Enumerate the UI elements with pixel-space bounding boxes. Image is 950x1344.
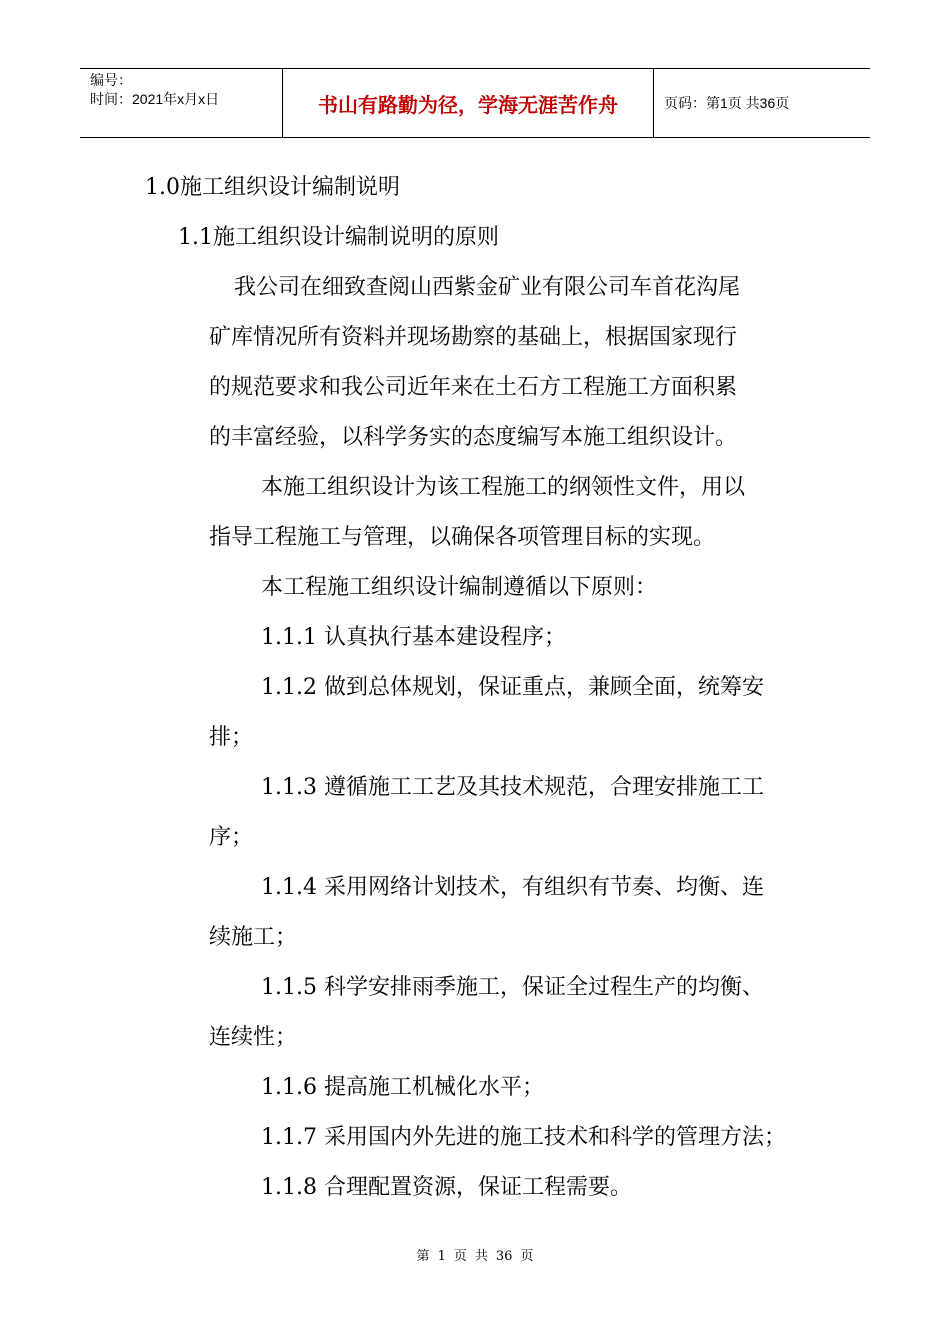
page-footer [0, 1245, 950, 1264]
section-heading: 1.0施工组织设计编制说明 [145, 175, 400, 200]
list-item: 1.1.6 提高施工机械化水平； [261, 1075, 544, 1100]
paragraph-line: 指导工程施工与管理，以确保各项管理目标的实现。 [209, 525, 716, 550]
time-label: 时间：2021年x月x日 [90, 91, 220, 107]
list-item-continuation: 排； [209, 725, 254, 750]
footer-page-unit: 页 [453, 1249, 467, 1264]
list-item-continuation: 序； [209, 825, 254, 850]
footer-page-word: 第 [416, 1249, 430, 1264]
paragraph-line: 本施工组织设计为该工程施工的纲领性文件，用以 [261, 475, 746, 500]
header-motto: 书山有路勤为径，学海无涯苦作舟 [282, 69, 654, 137]
page-header [80, 68, 870, 138]
list-item: 1.1.2 做到总体规划，保证重点，兼顾全面，统筹安 [261, 675, 764, 700]
list-item: 1.1.7 采用国内外先进的施工技术和科学的管理方法； [261, 1125, 786, 1150]
footer-total-num: 36 [495, 1249, 513, 1264]
list-item: 1.1.1 认真执行基本建设程序； [261, 625, 566, 650]
paragraph-line: 的丰富经验，以科学务实的态度编写本施工组织设计。 [209, 425, 738, 450]
list-item: 1.1.8 合理配置资源，保证工程需要。 [261, 1175, 632, 1200]
paragraph-line: 矿库情况所有资料并现场勘察的基础上，根据国家现行 [209, 325, 738, 350]
list-item-continuation: 连续性； [209, 1025, 298, 1050]
paragraph-line: 本工程施工组织设计编制遵循以下原则： [261, 575, 658, 600]
list-item-continuation: 续施工； [209, 925, 298, 950]
header-meta [80, 69, 282, 137]
paragraph-line: 我公司在细致查阅山西紫金矿业有限公司车首花沟尾 [234, 275, 741, 300]
paragraph-line: 的规范要求和我公司近年来在土石方工程施工方面积累 [209, 375, 738, 400]
list-item: 1.1.4 采用网络计划技术，有组织有节奏、均衡、连 [261, 875, 764, 900]
header-page-info: 页码：第1页 共36页 [664, 95, 790, 111]
footer-total-unit: 页 [520, 1249, 534, 1264]
footer-page-num: 1 [437, 1249, 446, 1264]
footer-total-word: 共 [474, 1249, 488, 1264]
number-label: 编号： [90, 72, 132, 88]
subsection-heading: 1.1施工组织设计编制说明的原则 [178, 225, 499, 250]
list-item: 1.1.3 遵循施工工艺及其技术规范，合理安排施工工 [261, 775, 764, 800]
list-item: 1.1.5 科学安排雨季施工，保证全过程生产的均衡、 [261, 975, 764, 1000]
